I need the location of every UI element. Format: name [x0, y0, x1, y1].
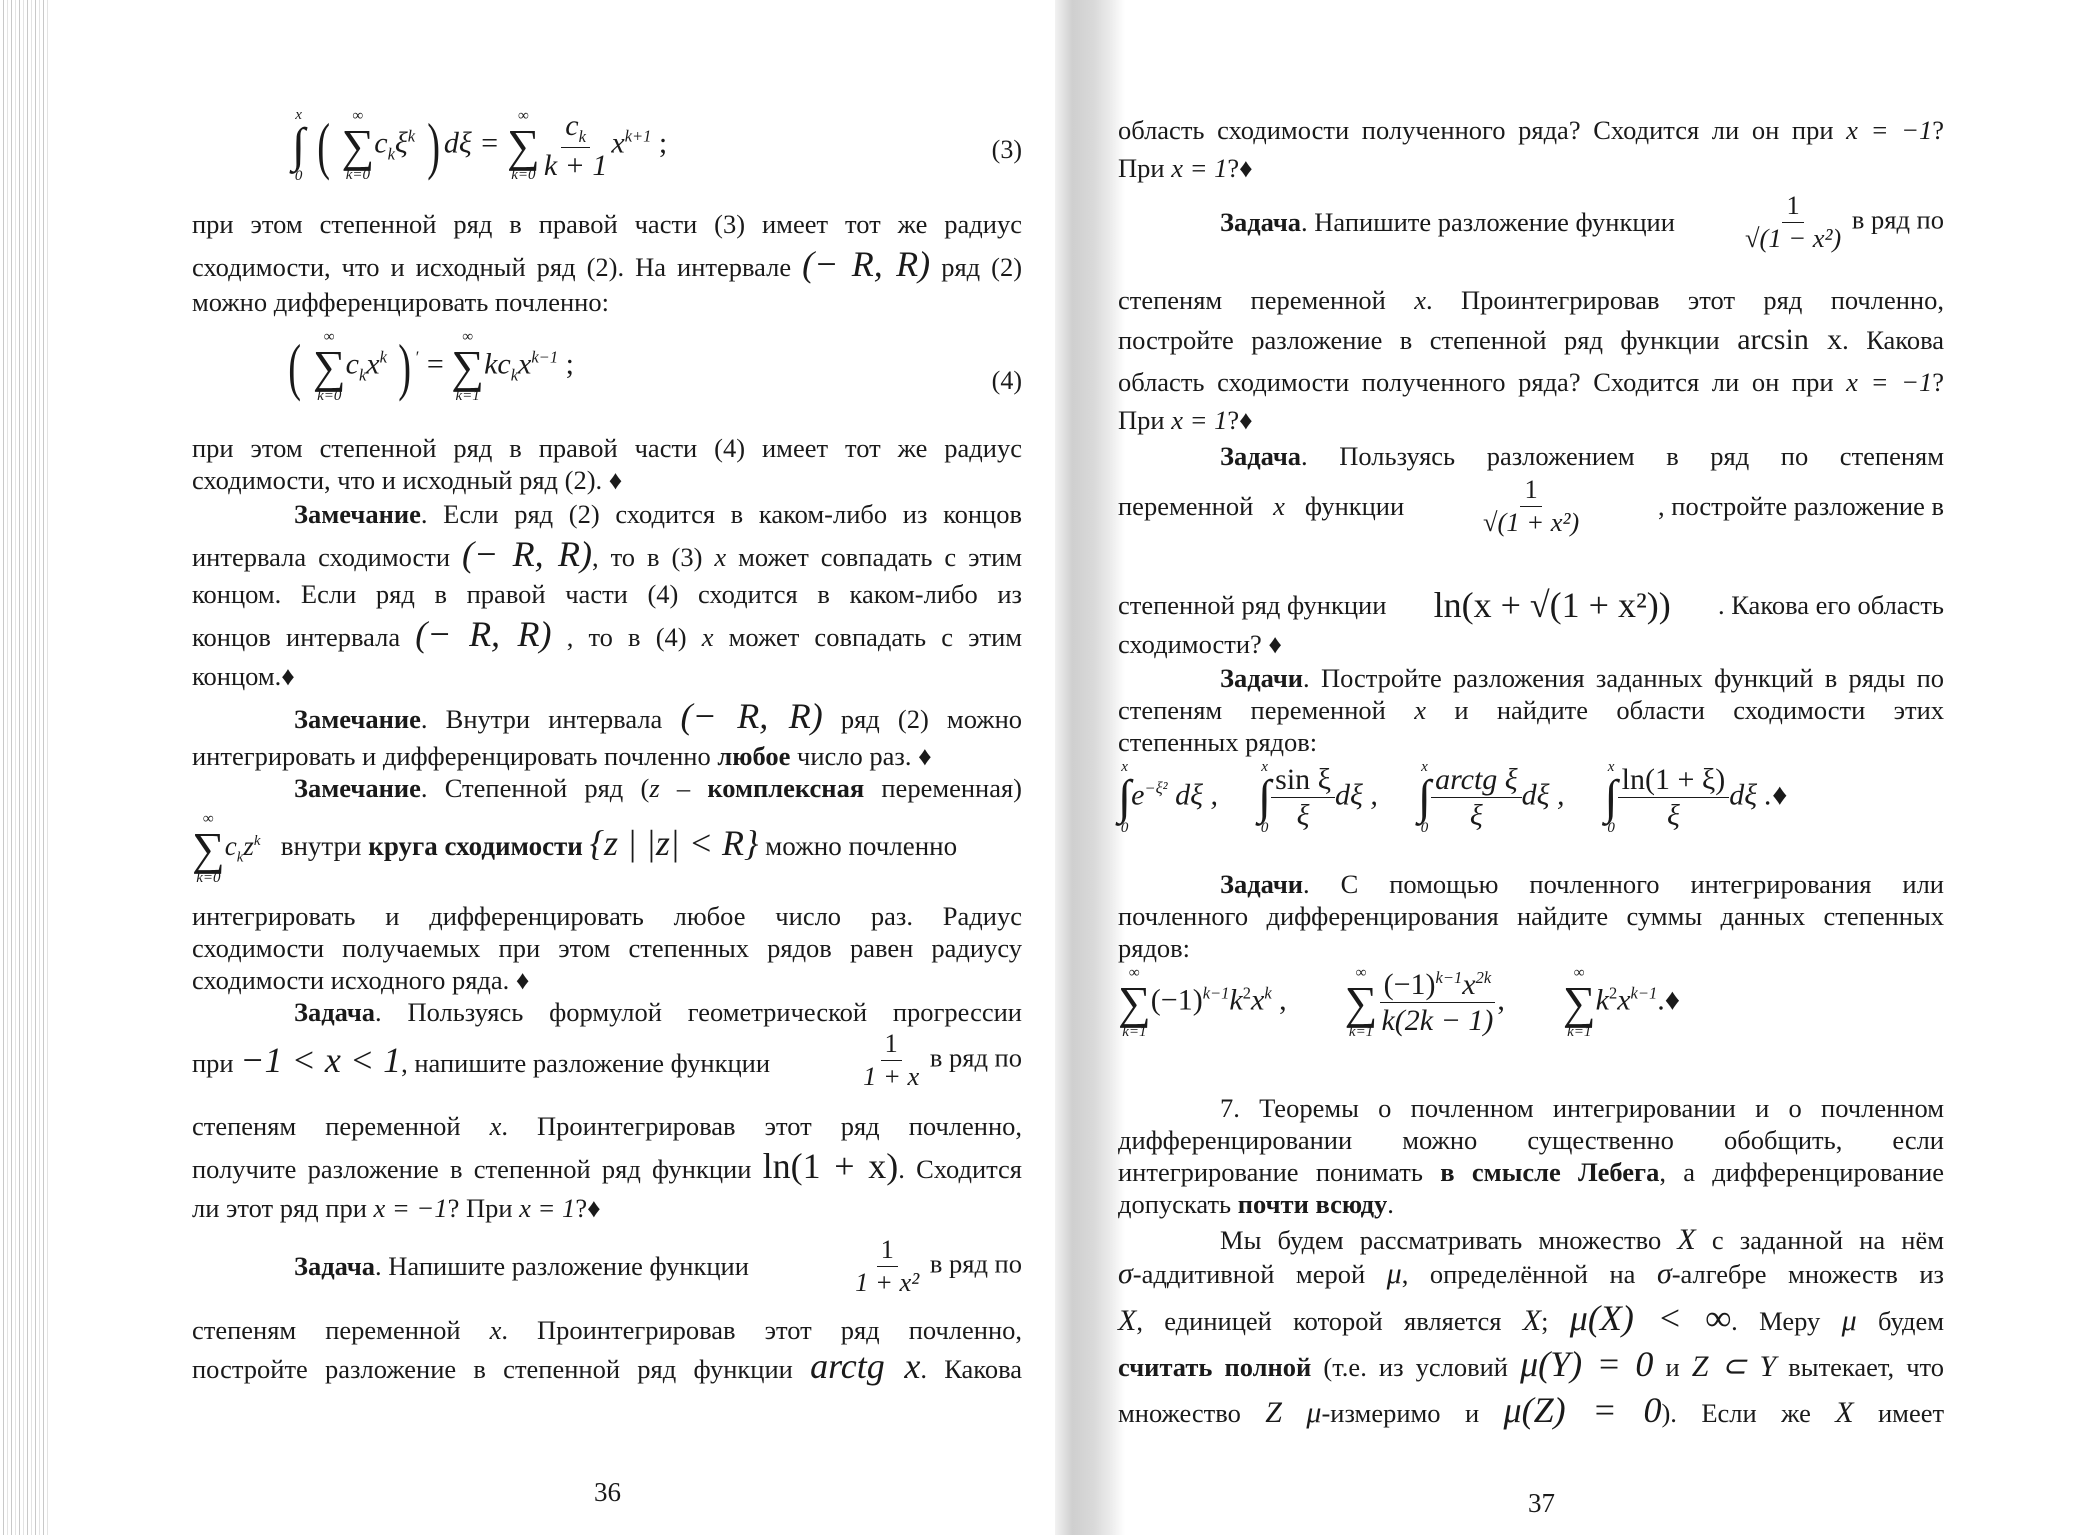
remark-1-line-3: концом. Если ряд в правой части (4) сходится в каком-либо из [192, 579, 1022, 609]
tasks-5-line-3: степенных рядов: [1118, 727, 1318, 757]
fraction: $\frac{1}{\text{1 + x²}}$ [855, 1234, 920, 1297]
section-7-line-4: допускать почти всюду. [1118, 1189, 1394, 1219]
remark-1-line-2: интервала сходимости (− R, R), то в (3) x может совпадать с этим [192, 534, 1023, 574]
text-line: При x = 1?♦ [1118, 153, 1253, 183]
right-page [1118, 0, 1944, 1535]
equation-label-4: (4) [991, 366, 1022, 395]
text-line: при этом степенной ряд в правой части (4) имеет тот же радиус [192, 433, 1022, 463]
series-item: ∞ ∑ k=1 $k^2x^{k-1}.♦$ [1562, 965, 1681, 1040]
equation-4: ( ∞ ∑ k=0 $c_kx^k$ ) ′ = ∞ ∑ k=1 $kc_kx^{k-1}$ ; [288, 329, 574, 404]
tasks-5-line-1: Задачи. Постройте разложения заданных функций в ряды по [1220, 663, 1944, 693]
page-number-left: 36 [594, 1477, 621, 1507]
remark-3-line-2: ∞ ∑ k=0 $c_kz^k$ внутри круга сходимости {z | |z| < R} можно почленно [192, 811, 958, 886]
section-7-line-1: 7. Теоремы о почленном интегрировании и о почленном [1220, 1093, 1944, 1123]
task-1-line-3: степеням переменной x. Проинтегрировав этот ряд почленно, [192, 1111, 1022, 1141]
sum-sign: ∞ ∑ k=0 [507, 107, 540, 183]
task-4-line-4: сходимости? ♦ [1118, 629, 1282, 659]
section-7-line-2: дифференцировании можно существенно обобщить, если [1118, 1125, 1944, 1155]
task-3-line-3: постройте разложение в степенной ряд функции arcsin x. Какова [1118, 323, 1944, 356]
text-line: можно дифференцировать почленно: [192, 287, 609, 317]
remark-3-line-3: интегрировать и дифференцировать любое число раз. Радиус [192, 901, 1022, 931]
integral-item: x ∫ 0 $\frac{\text{arctg ξ}}{\xi}$ dξ , [1417, 759, 1565, 836]
book-spine-shadow [1055, 0, 1125, 1535]
text-line: область сходимости полученного ряда? Сходится ли он при x = −1? [1118, 115, 1944, 145]
book-page-edges [0, 0, 48, 1535]
task-2-line-3: постройте разложение в степенной ряд функции arctg x. Какова [192, 1346, 1022, 1386]
text-line: сходимости, что и исходный ряд (2). На интервале (− R, R) ряд (2) [192, 244, 1023, 284]
measure-line-3: X, единицей которой является X; μ(X) < ∞. Меру μ будем [1118, 1298, 1945, 1338]
fraction: $\frac{1}{\text{√(1 + x²)}}$ [1482, 474, 1580, 537]
remark-2-line-1: Замечание. Внутри интервала (− R, R) ряд (2) можно [294, 696, 1023, 736]
fraction: $\frac{c_k}{k + 1}$ [543, 108, 608, 183]
task-2-line-2: степеням переменной x. Проинтегрировав этот ряд почленно, [192, 1315, 1022, 1345]
task-1-line-2: при −1 < x < 1, напишите разложение функции $\frac{1}{1 + x}$ в ряд по [192, 1028, 1022, 1091]
task-1-line-5: ли этот ряд при x = −1? При x = 1?♦ [192, 1193, 601, 1223]
tasks-5-integrals [1118, 760, 1944, 836]
fraction: $\frac{1}{1 + x}$ [863, 1028, 920, 1091]
measure-line-4: считать полной (т.е. из условий μ(Y) = 0 и Z ⊂ Y вытекает, что [1118, 1344, 1945, 1384]
sum-sign: ∞ ∑ k=0 [341, 107, 375, 183]
integral-item: x ∫ 0 $\frac{\text{sin ξ}}{\xi}$ dξ , [1258, 759, 1378, 836]
series-item: ∞ ∑ k=1 $(-1)^{k-1}k^2x^k$ , [1118, 965, 1287, 1040]
sum-sign: ∞ ∑ k=0 [192, 811, 225, 886]
tasks-6-line-2: почленного дифференцирования найдите суммы данных степенных [1118, 901, 1944, 931]
tasks-6-line-3: рядов: [1118, 933, 1191, 963]
measure-line-5: множество Z μ-измеримо и μ(Z) = 0). Если же X имеет [1118, 1390, 1945, 1430]
task-3-line-4: область сходимости полученного ряда? Сходится ли он при x = −1? [1118, 367, 1944, 397]
sum-sign: ∞ ∑ k=0 [312, 329, 346, 404]
text-line: сходимости, что и исходный ряд (2). ♦ [192, 465, 623, 495]
task-4-line-1: Задача. Пользуясь разложением в ряд по степеням [1220, 441, 1944, 471]
task-2-line-1: Задача. Напишите разложение функции $\frac{1}{\text{1 + x²}}$ в ряд по [294, 1234, 1022, 1297]
task-1-line-1: Задача. Пользуясь формулой геометрической прогрессии [294, 997, 1022, 1027]
integral-item: x ∫ 0 $e^{-\xi^2}$ dξ , [1118, 759, 1218, 836]
left-page [192, 0, 1022, 1535]
remark-3-line-4: сходимости получаемых при этом степенных рядов равен радиусу [192, 933, 1022, 963]
series-item: ∞ ∑ k=1 $\frac{(-1)^{k-1}x^{2k}}{k(2k - 1)}$ , [1344, 965, 1505, 1040]
equation-3: x ∫ 0 ( ∞ ∑ k=0 $c_k\xi^k$ ) dξ = ∞ ∑ k=0 $\frac{c_k}{k + 1}$ $x^{k+1}$ ; [292, 107, 668, 184]
measure-line-1: Мы будем рассматривать множество X с заданной на нём [1220, 1223, 1944, 1256]
equation-label-3: (3) [991, 135, 1022, 164]
task-3-line-1: Задача. Напишите разложение функции $\frac{1}{\text{√(1 − x²)}}$ в ряд по [1220, 190, 1944, 253]
integral-item: x ∫ 0 $\frac{\ln(1 + \xi)}{\xi}$ dξ .♦ [1604, 759, 1788, 836]
task-1-line-4: получите разложение в степенной ряд функции ln(1 + x). Сходится [192, 1146, 1022, 1186]
integral-sign: x ∫ 0 [292, 107, 306, 184]
remark-3-line-1: Замечание. Степенной ряд (z – комплексная переменная) [294, 773, 1023, 803]
text-line: при этом степенной ряд в правой части (3) имеет тот же радиус [192, 209, 1022, 239]
remark-3-line-5: сходимости исходного ряда. ♦ [192, 965, 530, 995]
tasks-6-series [1118, 966, 1944, 1040]
task-3-line-2: степеням переменной x. Проинтегрировав этот ряд почленно, [1118, 285, 1944, 315]
section-7-line-3: интегрирование понимать в смысле Лебега, а дифференцирование [1118, 1157, 1945, 1187]
measure-line-2: σ-аддитивной мерой μ, определённой на σ-алгебре множеств из [1118, 1257, 1944, 1290]
task-4-line-3: степенной ряд функции ln(x + √(1 + x²)) . Какова его область [1118, 585, 1944, 625]
task-4-line-2: переменной x функции $\frac{1}{\text{√(1 + x²)}}$ , постройте разложение в [1118, 474, 1944, 537]
sum-sign: ∞ ∑ k=1 [451, 329, 485, 404]
remark-1-line-1: Замечание. Если ряд (2) сходится в каком-либо из концов [294, 499, 1022, 529]
tasks-5-line-2: степеням переменной x и найдите области сходимости этих [1118, 695, 1945, 725]
remark-1-line-5: концом.♦ [192, 661, 295, 691]
task-3-line-5: При x = 1?♦ [1118, 405, 1253, 435]
page-number-right: 37 [1528, 1488, 1555, 1518]
remark-1-line-4: концов интервала (− R, R) , то в (4) x может совпадать с этим [192, 614, 1023, 654]
remark-2-line-2: интегрировать и дифференцировать почленно любое число раз. ♦ [192, 741, 932, 771]
fraction: $\frac{1}{\text{√(1 − x²)}}$ [1744, 190, 1842, 253]
tasks-6-line-1: Задачи. С помощью почленного интегрирования или [1220, 869, 1944, 899]
